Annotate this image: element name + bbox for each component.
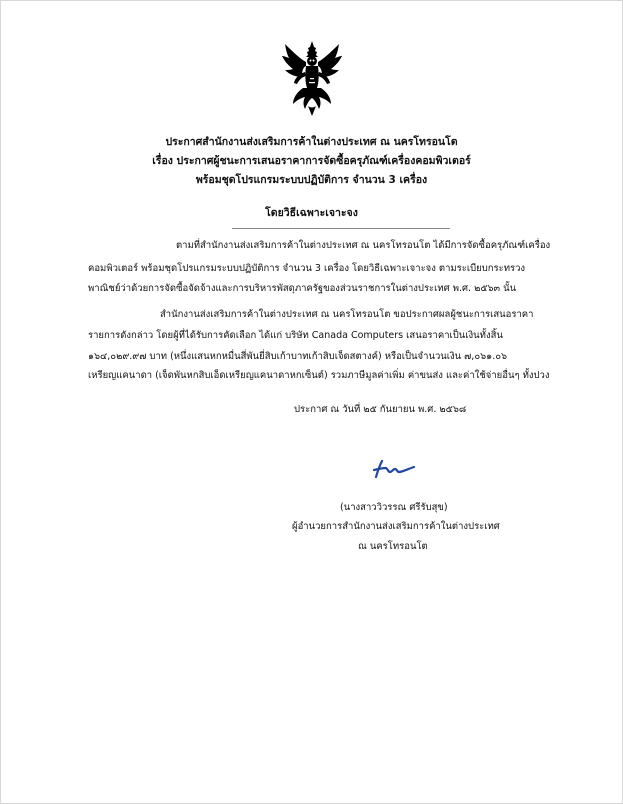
paragraph-1-line-1: ตามที่สำนักงานส่งเสริมการค้าในต่างประเทศ ณ นครโทรอนโต ได้มีการจัดซื้อครุภัณฑ์เครื่อง [176,240,551,251]
paragraph-1-line-3: พาณิชย์ว่าด้วยการจัดซื้อจัดจ้างและการบริหารพัสดุภาครัฐของส่วนราชการในต่างประเทศ พ.ศ. ๒๕๖๓ นั้น [88,283,517,294]
handwritten-signature-icon [368,458,418,480]
announcement-subject-continued: พร้อมชุดโปรแกรมระบบปฏิบัติการ จำนวน 3 เครื่อง [195,174,428,186]
garuda-emblem-icon [281,40,343,116]
announcement-title: ประกาศสำนักงานส่งเสริมการค้าในต่างประเทศ ณ นครโทรอนโต [165,136,458,148]
paragraph-1-line-2: คอมพิวเตอร์ พร้อมชุดโปรแกรมระบบปฏิบัติการ จำนวน 3 เครื่อง โดยวิธีเฉพาะเจาะจง ตามระเบียบกระทรวง [88,263,526,274]
paragraph-2-line-3: ๑๖๔,๐๒๙.๙๗ บาท (หนึ่งแสนหกหมื่นสี่พันยี่สิบเก้าบาทเก้าสิบเจ็ดสตางค์) หรือเป็นจำนวนเงิน ๗,๐๖๑.๐๖ [88,351,508,362]
paragraph-2-line-1: สำนักงานส่งเสริมการค้าในต่างประเทศ ณ นครโทรอนโต ขอประกาศผลผู้ชนะการเสนอราคา [160,309,534,320]
announcement-date: ประกาศ ณ วันที่ ๒๕ กันยายน พ.ศ. ๒๕๖๘ [294,404,467,415]
title-separator [232,228,450,229]
signatory-name: (นางสาววิวรรณ ศรีรับสุข) [340,502,448,513]
procurement-method: โดยวิธีเฉพาะเจาะจง [265,207,358,219]
paragraph-2-line-4: เหรียญแคนาดา (เจ็ดพันหกสิบเอ็ดเหรียญแคนาดาหกเซ็นต์) รวมภาษีมูลค่าเพิ่ม ค่าขนส่ง และค่าใช้จ่ายอื่นๆ ทั้งปวง [88,370,550,381]
signatory-office: ณ นครโทรอนโต [358,541,428,552]
announcement-subject: เรื่อง ประกาศผู้ชนะการเสนอราคาการจัดซื้อครุภัณฑ์เครื่องคอมพิวเตอร์ [152,155,471,167]
signatory-position: ผู้อำนวยการสำนักงานส่งเสริมการค้าในต่างประเทศ [292,521,500,532]
paragraph-2-line-2: รายการดังกล่าว โดยผู้ที่ได้รับการคัดเลือก ได้แก่ บริษัท Canada Computers เสนอราคาเป็นเงินทั้งสิ้น [88,330,503,341]
